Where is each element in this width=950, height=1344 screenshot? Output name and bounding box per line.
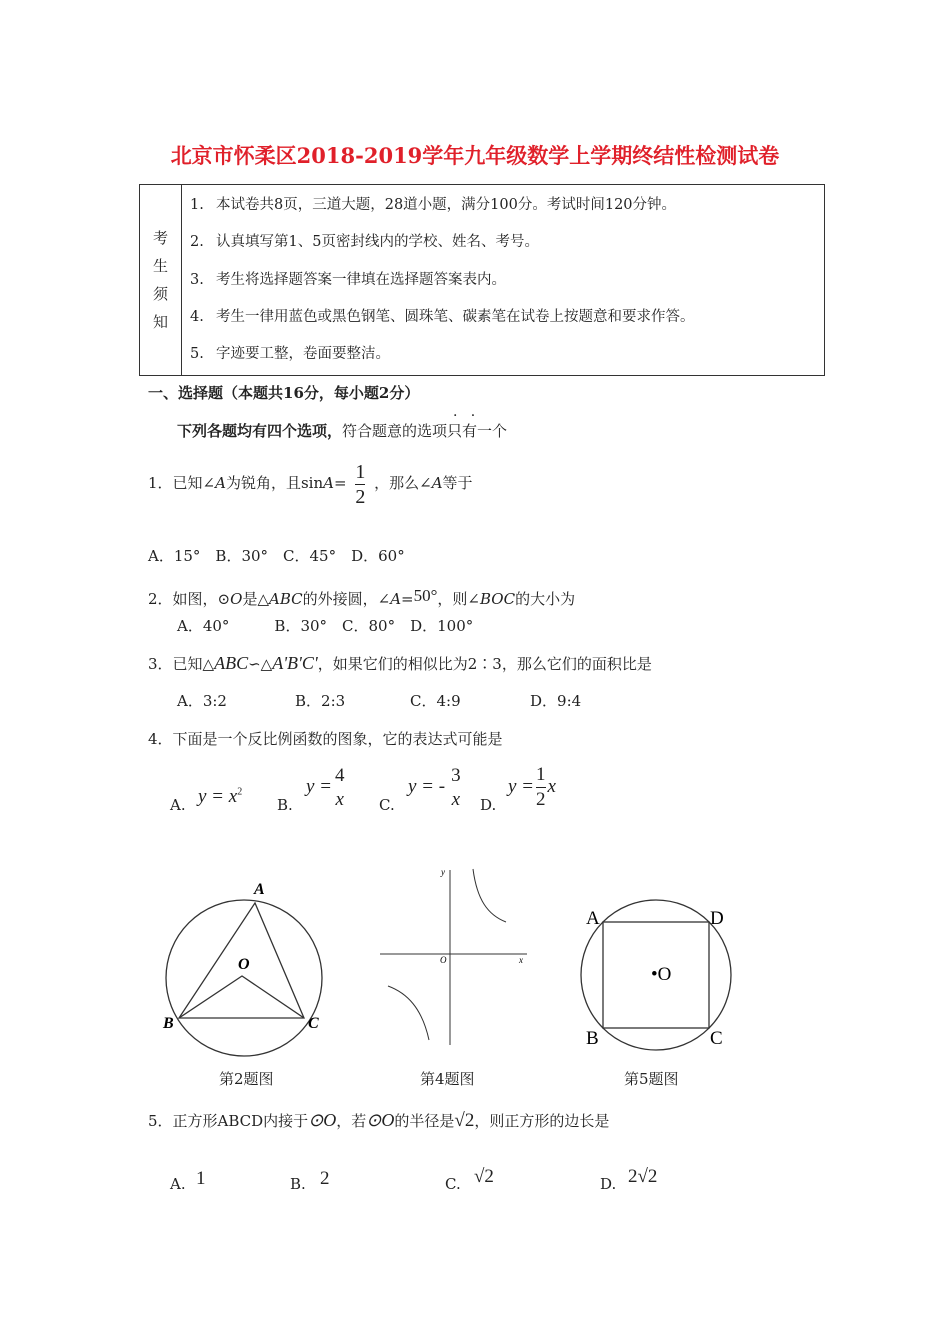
branch-q1 [473, 869, 506, 922]
branch-q3 [388, 986, 429, 1040]
notice-item: 4. 考生一律用蓝色或黑色钢笔、圆珠笔、碳素笔在试卷上按题意和要求作答。 [190, 309, 695, 325]
figure-2-caption: 第2题图 [219, 1070, 274, 1088]
question-1-options: A．15° B．30° C．45° D．60° [148, 547, 405, 565]
section-heading: 一、选择题（本题共16分，每小题2分） [148, 384, 420, 402]
section-intro: 下列各题均有四个选项，符合题意的选项只有一个 [177, 422, 508, 440]
question-3-option-c: C．4:9 [410, 692, 461, 710]
q5-option-d-label: D. [600, 1175, 617, 1193]
figure-4-caption: 第4题图 [420, 1070, 475, 1088]
label-a: A [254, 881, 265, 898]
label-c: C [710, 1028, 723, 1049]
figure-4-hyperbola [372, 855, 537, 1050]
q4-option-b-label: B. [277, 796, 293, 814]
q4-option-d-expr: y = $\frac{1}{2}$ x [508, 764, 556, 811]
question-3-option-a: A．3:2 [177, 692, 227, 710]
notice-label-char: 生 [152, 257, 168, 275]
q4-option-c-label: C. [379, 796, 395, 814]
label-b: B [586, 1028, 599, 1049]
q4-option-c-expr: y = - 3 x [408, 764, 461, 810]
notice-label-char: 知 [152, 313, 168, 331]
question-1: 1．已知∠A为锐角，且sinA= $\frac{1}{2}$ ，那么∠A等于 [148, 460, 473, 508]
q5-option-c-label: C. [445, 1175, 461, 1193]
question-3-option-b: B．2:3 [295, 692, 346, 710]
q4-option-a-expr: $y = x^2$ [198, 786, 243, 807]
q5-option-d: 2√2 [628, 1166, 658, 1187]
notice-item: 2. 认真填写第1、5页密封线内的学校、姓名、考号。 [190, 234, 539, 250]
question-3-option-d: D．9:4 [530, 692, 582, 710]
notice-item: 5. 字迹要工整，卷面要整洁。 [190, 346, 390, 362]
notice-item: 1. 本试卷共8页，三道大题，28道小题，满分100分。考试时间120分钟。 [190, 197, 677, 213]
emphasis-dots: · · [453, 408, 476, 424]
q5-option-c: √2 [474, 1166, 494, 1187]
notice-item: 3. 考生将选择题答案一律填在选择题答案表内。 [190, 272, 506, 288]
question-5: 5．正方形ABCD内接于⊙O，若⊙O的半径是√2，则正方形的边长是 [148, 1110, 610, 1131]
q5-option-b-label: B. [290, 1175, 306, 1193]
q5-option-a-label: A. [170, 1175, 186, 1193]
label-b: B [163, 1015, 174, 1032]
figure-2-circumcircle [158, 870, 338, 1060]
figure-5-caption: 第5题图 [624, 1070, 679, 1088]
label-y: y [441, 867, 445, 877]
q5-option-a: 1 [196, 1168, 206, 1189]
label-o: •O [651, 964, 672, 985]
q5-option-b: 2 [320, 1168, 330, 1189]
exam-notice-box [139, 184, 825, 376]
fraction-one-half: $\frac{1}{2}$ [355, 460, 366, 508]
notice-label-char: 须 [152, 285, 168, 303]
question-2: 2．如图，⊙O是△ABC的外接圆，∠A=50°，则∠BOC的大小为 [148, 586, 576, 608]
figure-5-inscribed-square [572, 895, 737, 1060]
q4-option-b-expr: y = 4 x [306, 764, 345, 810]
q4-option-d-label: D. [480, 796, 497, 814]
question-2-options: A．40° B．30° C．80° D．100° [177, 617, 474, 635]
label-d: D [710, 908, 724, 929]
question-3: 3．已知△ABC∽△A'B'C'，如果它们的相似比为2∶3，那么它们的面积比是 [148, 653, 652, 673]
label-x: x [519, 955, 523, 965]
radii-ob-oc [179, 976, 304, 1018]
page-title: 北京市怀柔区2018-2019学年九年级数学上学期终结性检测试卷 [170, 143, 780, 168]
label-o: O [440, 955, 447, 965]
q4-option-a-label: A. [170, 796, 186, 814]
notice-label-char: 考 [152, 229, 168, 247]
notice-label [140, 185, 182, 375]
label-a: A [586, 908, 600, 929]
question-4: 4．下面是一个反比例函数的图象，它的表达式可能是 [148, 730, 503, 748]
label-o: O [238, 956, 250, 973]
label-c: C [308, 1015, 319, 1032]
